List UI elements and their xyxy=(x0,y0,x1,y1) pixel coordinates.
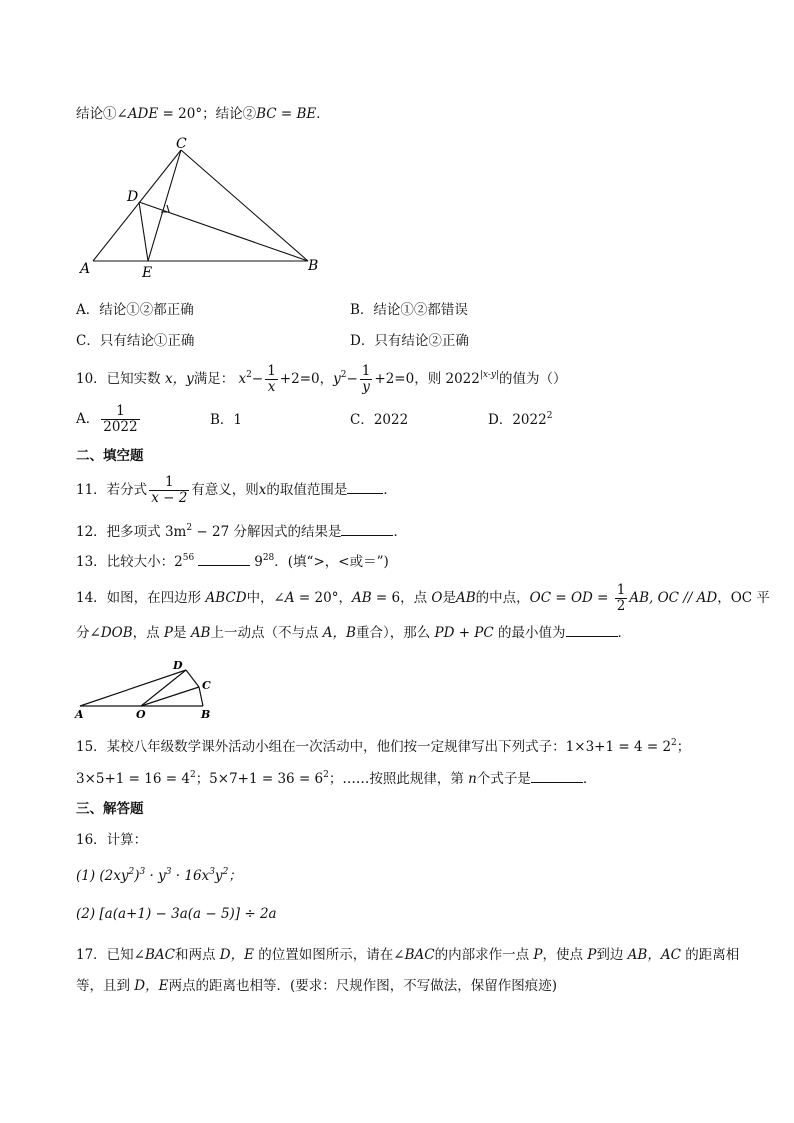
text: P xyxy=(163,625,174,641)
text: AB xyxy=(455,590,476,606)
segment-cb xyxy=(181,150,308,261)
text: 9 xyxy=(254,554,263,570)
text: 14．如图，在四边形 xyxy=(76,590,206,606)
text: ； xyxy=(228,868,242,884)
text: (1) (2xy xyxy=(76,868,129,884)
text: 2 xyxy=(671,738,677,748)
text: · y xyxy=(145,868,166,884)
q9-option-d: D．只有结论②正确 xyxy=(350,333,469,349)
text: 2 xyxy=(616,598,626,614)
label-b: B xyxy=(201,708,211,721)
text: P xyxy=(587,947,597,963)
segment-ac xyxy=(93,150,181,261)
text: x xyxy=(267,379,276,395)
text: OC = OD = xyxy=(529,590,613,606)
q13-stem xyxy=(76,551,389,572)
segment-db xyxy=(139,202,308,261)
label-b: B xyxy=(308,258,319,274)
text: 2 xyxy=(128,867,135,877)
text: 结论①∠ xyxy=(76,106,128,122)
text: ． xyxy=(316,106,330,122)
q16-part2: (2) [a(a+1) − 3a(a − 5)] ÷ 2a xyxy=(76,906,277,922)
text: 2 xyxy=(189,770,196,780)
text: ． xyxy=(393,524,407,540)
text: ，OC 平 xyxy=(717,590,770,606)
segment-ce xyxy=(148,150,181,261)
text: 等，且到 xyxy=(76,978,135,994)
text: 到边 xyxy=(596,947,628,963)
q16-title: 16．计算： xyxy=(76,832,148,848)
label-o: O xyxy=(136,708,146,721)
segment-oc xyxy=(141,687,199,706)
text: 的中点， xyxy=(475,590,530,606)
text: AB xyxy=(190,625,211,641)
q10-option-a xyxy=(76,404,142,435)
fraction xyxy=(615,583,628,614)
text: AB, OC // AD xyxy=(629,590,718,606)
answer-blank[interactable] xyxy=(198,551,250,566)
text: AB xyxy=(351,590,372,606)
text: BC xyxy=(256,106,277,122)
text: x − 2 xyxy=(151,490,188,506)
text: 两点的距离也相等．(要求：尺规作图，不写做法，保留作图痕迹) xyxy=(168,978,558,994)
q15-stem-line2 xyxy=(76,768,596,789)
label-c: C xyxy=(176,136,187,152)
text: 的取值范围是 xyxy=(266,482,348,498)
q14-stem-line1 xyxy=(76,582,770,614)
text: n xyxy=(468,771,477,787)
fraction xyxy=(101,404,139,435)
text: y xyxy=(333,371,341,387)
text: 2 xyxy=(340,370,347,380)
text: 2 xyxy=(546,411,553,421)
text: 1 xyxy=(101,404,139,420)
text: ) xyxy=(134,868,140,884)
text: 2 xyxy=(186,523,193,533)
text: D，E xyxy=(134,978,169,994)
text: 的最小值为 xyxy=(493,625,566,641)
text: = 6，点 xyxy=(371,590,432,606)
text: 2022 xyxy=(103,419,138,435)
label-e: E xyxy=(142,265,153,281)
text: y xyxy=(362,379,370,395)
quadrilateral-figure xyxy=(72,656,232,722)
text: A，B xyxy=(322,625,356,641)
text: 的距离相 xyxy=(680,947,740,963)
text: = 20°， xyxy=(294,590,352,606)
text: 12．把多项式 3m xyxy=(76,524,187,540)
text: ，点 xyxy=(132,625,164,641)
segment-od xyxy=(141,670,186,706)
label-a: A xyxy=(75,708,84,721)
text: ． xyxy=(617,625,632,641)
text: y xyxy=(214,868,223,884)
text: A xyxy=(284,590,295,606)
fraction xyxy=(265,364,278,395)
segment-dc xyxy=(186,670,199,687)
text: 个式子是 xyxy=(476,771,531,787)
q10-option-d xyxy=(488,410,552,430)
q17-stem-line1 xyxy=(76,945,739,965)
text: = 20°；结论② xyxy=(158,106,257,122)
text: − 27 分解因式的结果是 xyxy=(192,524,342,540)
text: +2=0，则 2022 xyxy=(374,371,480,387)
q10-option-b: B．1 xyxy=(210,412,243,428)
text: AB，AC xyxy=(627,947,681,963)
text: 2 xyxy=(323,770,329,780)
text: 重合），那么 xyxy=(355,625,435,641)
text: 1 xyxy=(149,475,189,491)
q9-option-a: A．结论①②都正确 xyxy=(76,302,194,318)
q17-stem-line2 xyxy=(76,976,557,996)
text: = xyxy=(276,106,297,122)
text: 是 xyxy=(442,590,456,606)
text: 15．某校八年级数学课外活动小组在一次活动中，他们按一定规律写出下列式子：1×3+1 = 4 = 2 xyxy=(76,739,672,755)
text: 1 xyxy=(616,582,626,598)
text: 上一动点（不与点 xyxy=(210,625,323,641)
text: 中，∠ xyxy=(246,590,285,606)
text: 的值为（） xyxy=(498,371,567,387)
label-a: A xyxy=(80,261,91,277)
answer-blank[interactable] xyxy=(341,521,393,536)
section-solutions: 三、解答题 xyxy=(76,801,144,817)
text: ABCD xyxy=(205,590,247,606)
text: ；……按照此规律，第 xyxy=(328,771,469,787)
text: 13．比较大小：2 xyxy=(76,554,183,570)
q9-option-c: C．只有结论①正确 xyxy=(76,333,195,349)
triangle-figure xyxy=(72,132,332,284)
q16-part1 xyxy=(76,866,242,886)
section-fill-in: 二、填空题 xyxy=(76,448,144,464)
text: x xyxy=(258,482,267,498)
text: ． xyxy=(582,771,597,787)
text: D，E xyxy=(219,947,254,963)
q9-conclusions xyxy=(76,104,330,124)
text: ． xyxy=(383,482,397,498)
label-d: D xyxy=(173,659,183,672)
text: 的内部求作一点 xyxy=(434,947,534,963)
text: ；5×7+1 = 36 = 6 xyxy=(195,771,324,787)
text: ADE xyxy=(127,106,159,122)
text: 是 xyxy=(173,625,191,641)
text: · 16x xyxy=(171,868,210,884)
text: +2=0， xyxy=(279,371,334,387)
label-c: C xyxy=(202,679,211,692)
text: 有意义，则 xyxy=(191,482,259,498)
text: O xyxy=(431,590,443,606)
text: BAC xyxy=(145,947,175,963)
answer-blank[interactable] xyxy=(566,622,618,637)
segment-ad xyxy=(80,670,186,706)
text: DOB xyxy=(100,625,133,641)
text: 2 xyxy=(246,370,252,380)
text: ．(填“>，<或＝”) xyxy=(274,554,389,570)
q15-stem-line1 xyxy=(76,737,690,757)
text: 3 xyxy=(209,867,215,877)
text: 和两点 xyxy=(175,947,220,963)
answer-blank[interactable] xyxy=(347,479,383,494)
text: 17．已知∠ xyxy=(76,947,145,963)
text: BAC xyxy=(404,947,435,963)
text: 的位置如图所示，请在∠ xyxy=(253,947,405,963)
text: D．2022 xyxy=(488,412,547,428)
text: 56 xyxy=(182,553,195,563)
text: A． xyxy=(76,411,100,427)
text: ，使点 xyxy=(542,947,588,963)
text: 分∠ xyxy=(76,625,101,641)
text: 3 xyxy=(165,867,172,877)
text: PD + PC xyxy=(434,625,494,641)
text: x，y xyxy=(164,371,194,387)
text: 1 xyxy=(267,363,276,379)
q10-stem: 10．已知实数 x，y满足： $x^2-$ $\frac{1}{x}$ +2=0，$y^2-$ $\frac{1}{y}$ +2=0，则 $2022^{|x-y|}$的值为（） xyxy=(76,363,567,395)
text: 满足： xyxy=(193,371,235,387)
q9-option-b: B．结论①②都错误 xyxy=(350,302,468,318)
label-d: D xyxy=(127,189,139,205)
text: 3×5+1 = 16 = 4 xyxy=(76,771,190,787)
text: 11．若分式 xyxy=(76,482,148,498)
segment-de xyxy=(139,202,148,261)
q12-stem xyxy=(76,521,407,542)
text: |x-y| xyxy=(479,370,499,380)
q10-option-c: C．2022 xyxy=(350,412,409,428)
text: x xyxy=(238,371,247,387)
fraction xyxy=(149,475,189,506)
text: 28 xyxy=(262,553,275,563)
text: 2 xyxy=(222,867,229,877)
q11-stem xyxy=(76,474,397,506)
fraction xyxy=(360,364,373,395)
text: 1 xyxy=(361,363,371,379)
answer-blank[interactable] xyxy=(531,768,583,783)
text: P xyxy=(533,947,543,963)
text: ； xyxy=(676,739,691,755)
text: 3 xyxy=(139,867,146,877)
text: BE xyxy=(296,106,317,122)
text: 10．已知实数 xyxy=(76,371,165,387)
q14-stem-line2 xyxy=(76,622,631,643)
